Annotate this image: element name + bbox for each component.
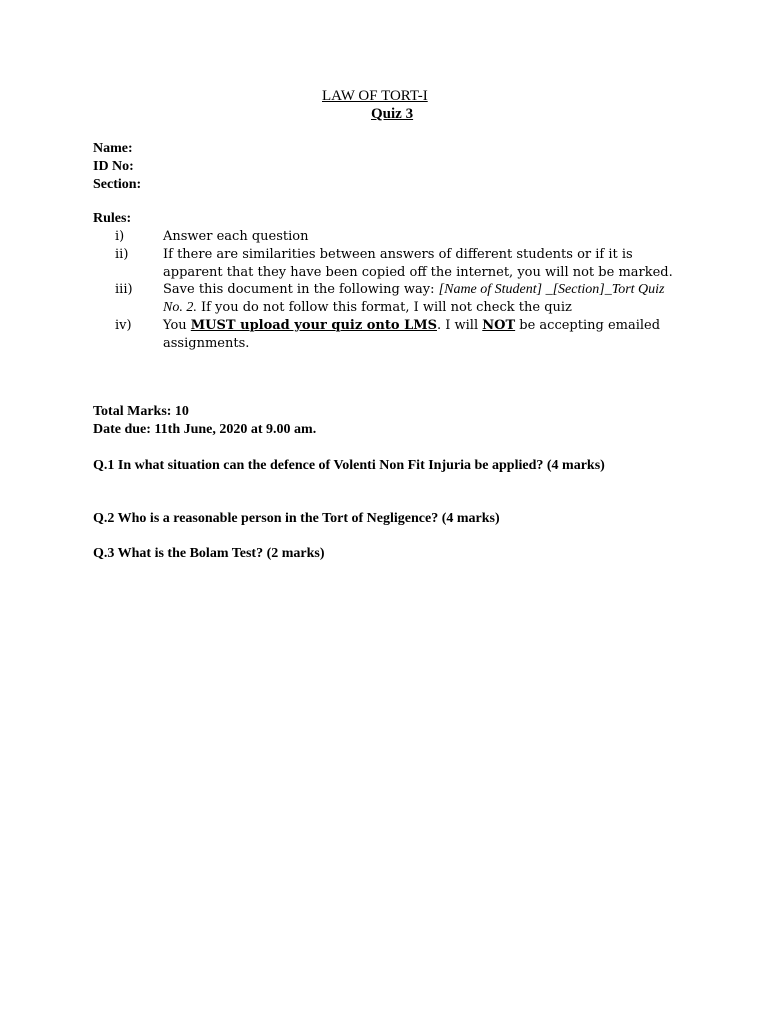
rule-item (93, 246, 693, 282)
rule-item (93, 317, 693, 353)
rule-item (93, 281, 693, 317)
document-subtitle: Quiz 3 (371, 106, 414, 122)
quiz-meta (93, 403, 316, 439)
total-marks: Total Marks: 10 (93, 404, 189, 419)
not-emphasis: NOT (482, 317, 516, 333)
rule-text: Answer each question (163, 229, 309, 244)
document-title: LAW OF TORT-I (322, 88, 428, 104)
rule-text-part: If you do not follow this format, I will not check the quiz (196, 300, 572, 316)
rule-number: iii) (115, 282, 133, 298)
id-label: ID No: (93, 159, 134, 174)
rule-text-part: You (163, 317, 191, 333)
name-label: Name: (93, 141, 133, 156)
rule-item (93, 228, 693, 246)
question-2: Q.2 Who is a reasonable person in the Tort of Negligence? (4 marks) (93, 511, 500, 526)
rule-text-part: be accepting emailed assignments. (163, 317, 661, 351)
must-upload-emphasis: MUST upload your quiz onto LMS (190, 317, 437, 333)
rule-text (163, 281, 683, 317)
question-3: Q.3 What is the Bolam Test? (2 marks) (93, 546, 325, 561)
date-due: Date due: 11th June, 2020 at 9.00 am. (93, 422, 317, 437)
rules-heading: Rules: (93, 211, 132, 226)
rule-text: If there are similarities between answers of different students or if it is apparent that they have been copied off the internet, you will not be marked. (163, 246, 673, 280)
rule-text-part: Save this document in the following way: (163, 282, 439, 298)
question-1: Q.1 In what situation can the defence of Volenti Non Fit Injuria be applied? (4 marks) (93, 458, 605, 473)
rule-number: iv) (115, 317, 132, 333)
student-fields (93, 140, 141, 194)
rule-text (163, 317, 683, 353)
section-label: Section: (93, 177, 142, 192)
rules-list (93, 228, 693, 353)
rule-text-part: . I will (436, 317, 483, 333)
file-format-italic: [Name of Student] _[Section]_Tort Quiz No. 2. (163, 282, 665, 316)
rule-number: ii) (115, 246, 129, 262)
rule-number: i) (115, 229, 125, 244)
